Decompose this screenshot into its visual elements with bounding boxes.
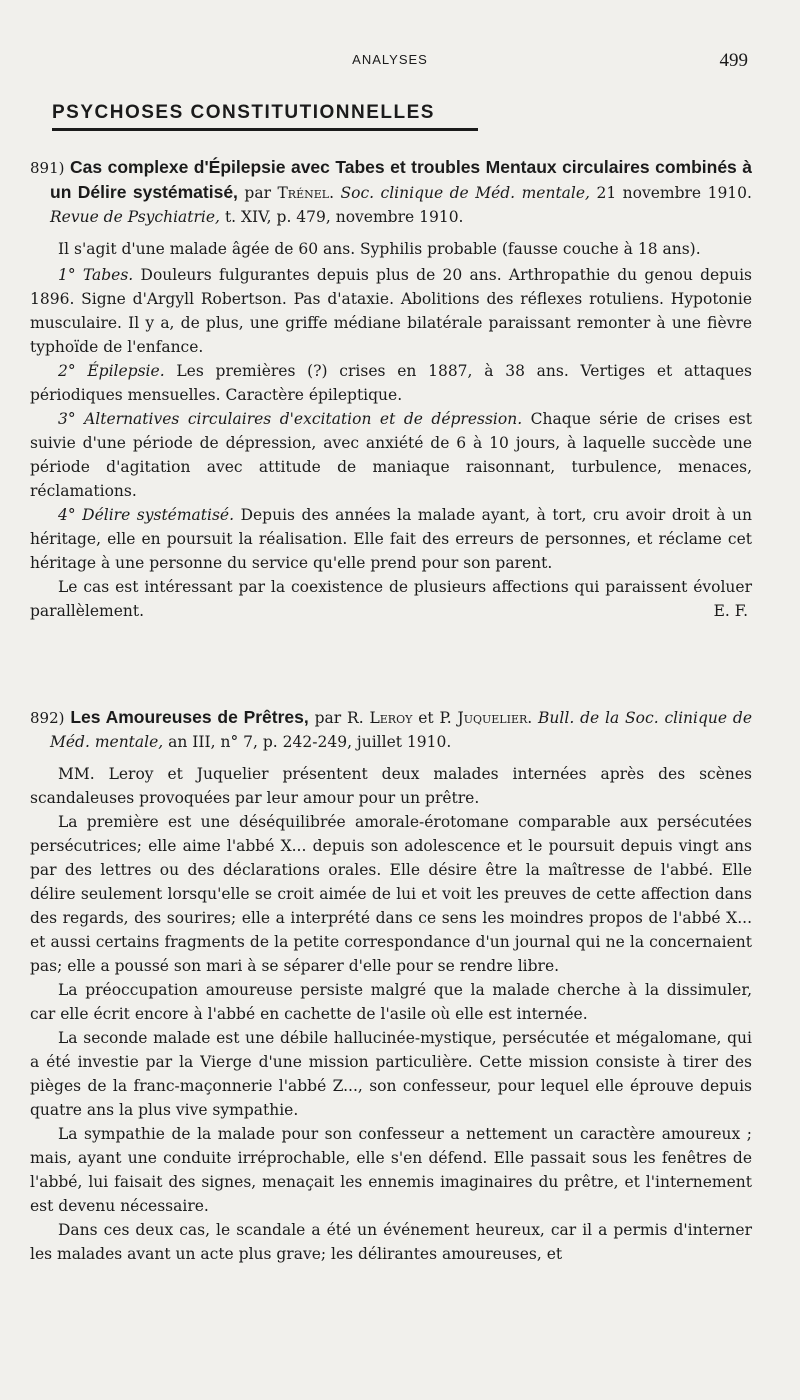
entry-number: 892) — [30, 709, 65, 727]
author-name: P. Juquelier. — [439, 709, 533, 727]
intro-paragraph: Il s'agit d'une malade âgée de 60 ans. Syphilis probable (fausse couche à 18 ans). — [58, 240, 701, 258]
review-name: Revue de Psychiatrie, — [50, 208, 220, 226]
paragraph-label: 4° Délire systématisé. — [58, 506, 235, 524]
conclusion-paragraph — [30, 575, 752, 623]
paragraph-epilepsie — [30, 359, 752, 407]
by-word: par — [314, 709, 342, 727]
paragraph-alternatives — [30, 407, 752, 503]
publication-details: an III, n° 7, p. 242-249, juillet 1910. — [168, 733, 452, 751]
paragraph: La préoccupation amoureuse persiste malgré que la malade cherche à la dissimuler, car elle écrit encore à l'abbé en cachette de l'asile où elle est internée. — [30, 981, 752, 1023]
running-header — [0, 50, 800, 70]
paragraph-text: Les premières (?) crises en 1887, à 38 ans. Vertiges et attaques périodiques mensuelles. Caractère épileptique. — [30, 362, 752, 404]
volume-info: t. XIV, p. 479, novembre 1910. — [224, 208, 464, 226]
entry-title: Cas complexe d'Épilepsie avec Tabes et troubles Mentaux circulaires combinés à un Délire systématisé, — [50, 157, 752, 202]
paragraph-label: 3° Alternatives circulaires d'excitation et de dépression. — [58, 410, 523, 428]
paragraph: MM. Leroy et Juquelier présentent deux malades internées après des scènes scandaleuses provoquées par leur amour pour un prêtre. — [30, 765, 752, 807]
entry-date: 21 novembre 1910. — [596, 184, 752, 202]
paragraph: La seconde malade est une débile hallucinée-mystique, persécutée et mégalomane, qui a été investie par la Vierge d'une mission particulière. Cette mission consiste à tirer des pièges de la franc-maçonnerie l'abbé Z..., son confesseur, pour lequel elle éprouve depuis quatre ans la plus vive sympathie. — [30, 1029, 752, 1119]
entry-891-body — [30, 237, 752, 623]
paragraph-label: 2° Épilepsie. — [58, 362, 165, 380]
paragraph-delire — [30, 503, 752, 575]
author-name: Trénel. — [277, 184, 335, 202]
journal-name: Soc. clinique de Méd. mentale, — [340, 184, 590, 202]
paragraph-label: 1° Tabes. — [58, 266, 134, 284]
entry-title: Les Amoureuses de Prêtres, — [70, 707, 309, 727]
and-word: et — [418, 709, 434, 727]
conclusion-text: Le cas est intéressant par la coexistence de plusieurs affections qui paraissent évoluer parallèlement. — [30, 578, 752, 620]
paragraph: Dans ces deux cas, le scandale a été un événement heureux, car il a permis d'interner les malades avant un acte plus grave; les délirantes amoureuses, et — [30, 1221, 752, 1263]
signature: E. F. — [713, 602, 748, 620]
by-word: par — [244, 184, 271, 202]
paragraph-text: Douleurs fulgurantes depuis plus de 20 ans. Arthropathie du genou depuis 1896. Signe d'Argyll Robertson. Pas d'ataxie. Abolitions des réflexes rotuliens. Hypotonie musculaire. Il y a, de plus, une griffe médiane bilatérale paraissant remonter à une fièvre typhoïde de l'enfance. — [30, 266, 752, 356]
journal-name: Bull. de la Soc. clinique de Méd. mentale, — [50, 709, 752, 751]
paragraph: La sympathie de la malade pour son confesseur a nettement un caractère amoureux ; mais, ayant une conduite irréprochable, elle s'en défend. Elle passait sous les fenêtres de l'abbé, lui faisait des signes, menaçait les ennemis imaginaires du prêtre, et l'internement est devenu nécessaire. — [30, 1125, 752, 1215]
paragraph-text: Chaque série de crises est suivie d'une période de dépression, avec anxiété de 6 à 10 jours, à laquelle succède une période d'agitation avec attitude de maniaque raisonnant, turbulence, menaces, réclamations. — [30, 410, 752, 500]
entry-number: 891) — [30, 159, 65, 177]
paragraph-text: Depuis des années la malade ayant, à tort, cru avoir droit à un héritage, elle en poursuit la réalisation. Elle fait des erreurs de personnes, et réclame cet héritage à une personne du service qu'elle prend pour son parent. — [30, 506, 752, 572]
entry-892 — [30, 705, 752, 1266]
paragraph: La première est une déséquilibrée amorale-érotomane comparable aux persécutées persécutrices; elle aime l'abbé X... depuis son adolescence et le poursuit depuis vingt ans par des lettres ou des déclarations orales. Elle désire être la maîtresse de l'abbé. Elle délire seulement lorsqu'elle se croit aimée de lui et voit les preuves de cette affection dans des regards, des sourires; elle a interprété dans ce sens les moindres propos de l'abbé X... et aussi certains fragments de la petite correspondance d'un journal qui ne la concernaient pas; elle a poussé son mari à se séparer d'elle pour se rendre libre. — [30, 813, 752, 975]
entry-892-body — [30, 762, 752, 1266]
section-heading: PSYCHOSES CONSTITUTIONNELLES — [52, 102, 478, 131]
entry-892-heading — [30, 705, 752, 754]
entry-891-heading — [30, 155, 752, 229]
author-name: R. Leroy — [347, 709, 413, 727]
paragraph-tabes — [30, 263, 752, 359]
running-title: ANALYSES — [352, 52, 428, 67]
entry-891 — [30, 155, 752, 623]
page-number: 499 — [719, 50, 748, 71]
